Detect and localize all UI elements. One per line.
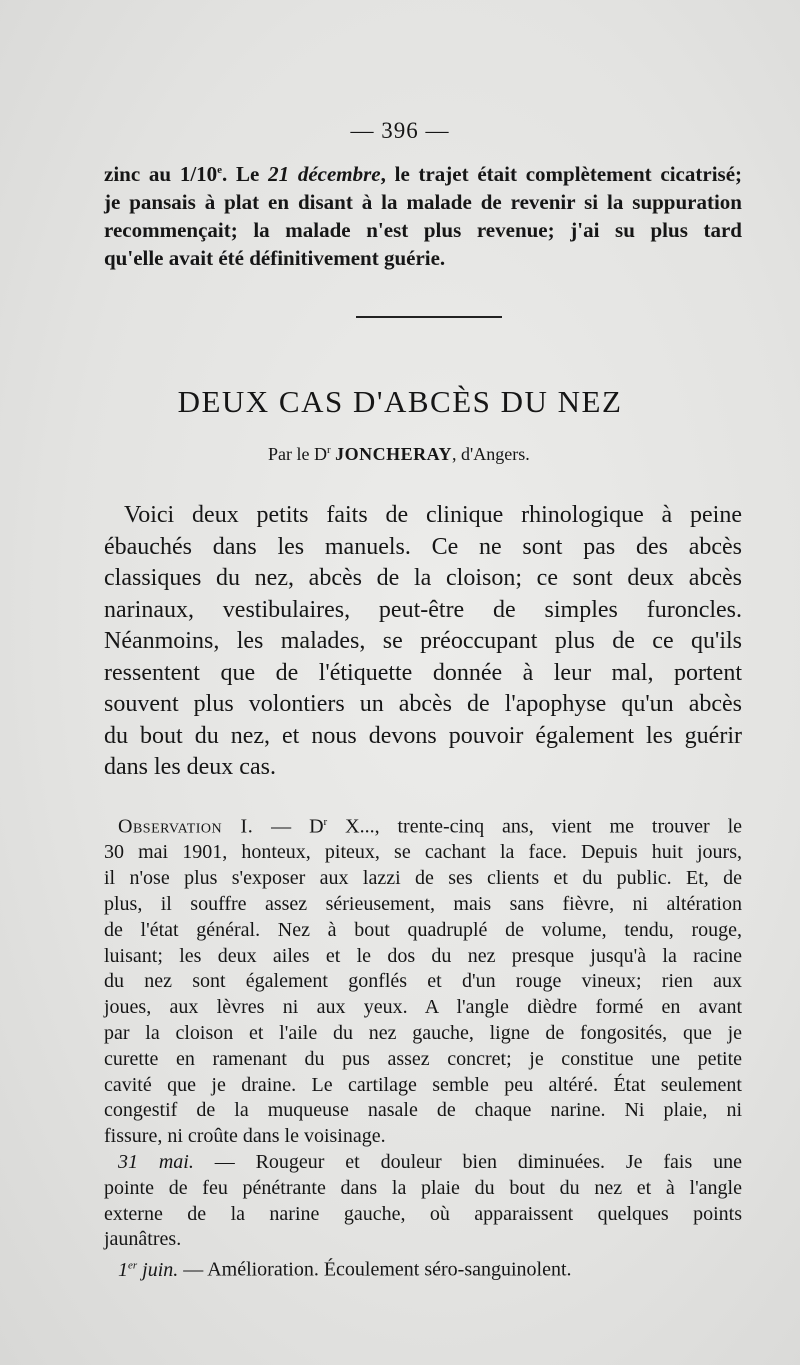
article-byline: Par le $D^r$ JONCHERAY, d'Angers. xyxy=(268,444,530,464)
paragraph-line: fissure, ni croûte dans le voisinage. xyxy=(104,1125,386,1148)
paragraph-line: il n'ose plus s'exposer aux lazzi de ses clients et du public. Et, de xyxy=(104,867,742,890)
paragraph-line: cavité que je draine. Le cartilage semble peu altéré. État seulement xyxy=(104,1073,742,1096)
paragraph-line: narinaux, vestibulaires, peut-être de simples furoncles. xyxy=(104,596,742,623)
paragraph-line: de l'état général. Nez à bout quadruplé de volume, tendu, rouge, xyxy=(104,918,742,941)
paragraph-line: dans les deux cas. xyxy=(104,754,276,780)
observation-paragraph xyxy=(104,810,742,1284)
paragraph-line: jaunâtres. xyxy=(104,1228,182,1251)
paragraph-line: congestif de la muqueuse nasale de chaque narine. Ni plaie, ni xyxy=(104,1099,742,1122)
paragraph-line: plus, il souffre assez sérieusement, mais sans fièvre, ni altération xyxy=(104,893,742,916)
paragraph-line: du bout du nez, et nous devons pouvoir également les guérir xyxy=(104,722,742,749)
paragraph-line: classiques du nez, abcès de la cloison; ce sont deux abcès xyxy=(104,565,742,591)
intro-paragraph xyxy=(104,500,742,784)
author-name: JONCHERAY xyxy=(335,444,453,464)
paragraph-line: pointe de feu pénétrante dans la plaie du bout du nez et à l'angle xyxy=(104,1176,742,1199)
section-divider xyxy=(356,316,502,318)
paragraph-line: 1er juin. — Amélioration. Écoulement séro-sanguinolent. xyxy=(118,1258,572,1281)
paragraph-line: du nez sont également gonflés et d'un rouge vineux; rien aux xyxy=(104,970,742,993)
entry-date: 31 mai. xyxy=(118,1151,194,1174)
paragraph-line: par la cloison et l'aile du nez gauche, ligne de fongosités, que je xyxy=(104,1022,742,1045)
paragraph-line: qu'elle avait été définitivement guérie. xyxy=(104,246,446,270)
paragraph-line: Néanmoins, les malades, se préoccupant plus de ce qu'ils xyxy=(104,628,742,654)
paragraph-line: 31 mai. — Rougeur et douleur bien diminuées. Je fais une xyxy=(118,1151,742,1174)
paragraph-line: recommençait; la malade n'est plus revenue; j'ai su plus tard xyxy=(104,218,742,242)
paragraph-line: zinc au 1/10e. Le 21 décembre, le trajet était complètement cicatrisé; xyxy=(104,162,743,186)
paragraph-line: luisant; les deux ailes et le dos du nez presque jusqu'à la racine xyxy=(104,944,742,967)
page-number: — 396 — xyxy=(350,118,450,143)
paragraph-line: je pansais à plat en disant à la malade de revenir si la suppuration xyxy=(104,190,742,214)
article-title: DEUX CAS D'ABCÈS DU NEZ xyxy=(177,384,623,419)
paragraph-line: souvent plus volontiers un abcès de l'apophyse qu'un abcès xyxy=(104,691,742,717)
paragraph-line: 30 mai 1901, honteux, piteux, se cachant la face. Depuis huit jours, xyxy=(104,841,742,864)
paragraph-line: ébauchés dans les manuels. Ce ne sont pas des abcès xyxy=(104,533,742,560)
carried-over-paragraph xyxy=(104,156,742,272)
paragraph-line: externe de la narine gauche, où apparaissent quelques points xyxy=(104,1202,742,1225)
paragraph-line: curette en ramenant du pus assez concret; je constitue une petite xyxy=(104,1047,742,1070)
paragraph-line: joues, aux lèvres ni aux yeux. A l'angle dièdre formé en avant xyxy=(104,996,742,1019)
observation-label: Observation I. xyxy=(118,815,254,838)
paragraph-line: ressentent que de l'étiquette donnée à leur mal, portent xyxy=(104,659,742,686)
paragraph-line: Voici deux petits faits de clinique rhinologique à peine xyxy=(124,502,742,528)
paragraph-line: Observation I. — $D^r$ X..., trente-cinq ans, vient me trouver le xyxy=(118,815,743,838)
entry-date: 1er juin. xyxy=(118,1258,179,1281)
